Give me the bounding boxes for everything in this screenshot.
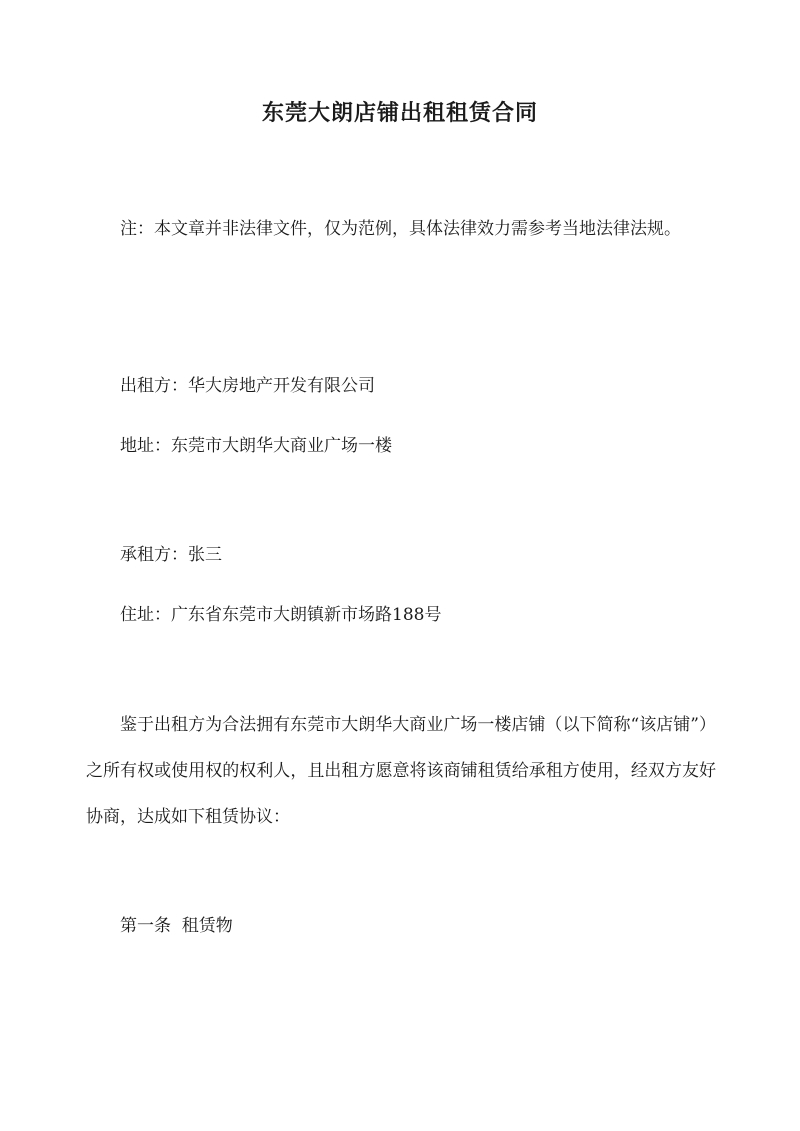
lessor-address-value: 东莞市大朗华大商业广场一楼	[171, 436, 392, 456]
lessee-line	[86, 532, 716, 578]
lessor-name: 华大房地产开发有限公司	[188, 376, 375, 396]
lessor-address-label: 地址：	[120, 436, 171, 456]
article-1-heading: 第一条 租赁物	[120, 916, 233, 936]
recital-paragraph: 鉴于出租方为合法拥有东莞市大朗华大商业广场一楼店铺（以下简称“该店铺”）之所有权或使用权的权利人，且出租方愿意将该商铺租赁给承租方使用，经双方友好协商，达成如下租赁协议：	[86, 715, 716, 827]
disclaimer-note: 注：本文章并非法律文件，仅为范例，具体法律效力需参考当地法律法规。	[120, 219, 681, 239]
lessor-label: 出租方：	[120, 376, 188, 396]
lessor-address-line	[86, 423, 716, 469]
lessor-line	[86, 363, 716, 409]
lessee-address-line	[86, 592, 716, 638]
lessee-name: 张三	[188, 545, 222, 565]
lessee-label: 承租方：	[120, 545, 188, 565]
document-title: 东莞大朗店铺出租租赁合同	[261, 100, 538, 126]
lessee-address-label: 住址：	[120, 605, 171, 625]
lessee-address-value: 广东省东莞市大朗镇新市场路188号	[171, 605, 442, 625]
